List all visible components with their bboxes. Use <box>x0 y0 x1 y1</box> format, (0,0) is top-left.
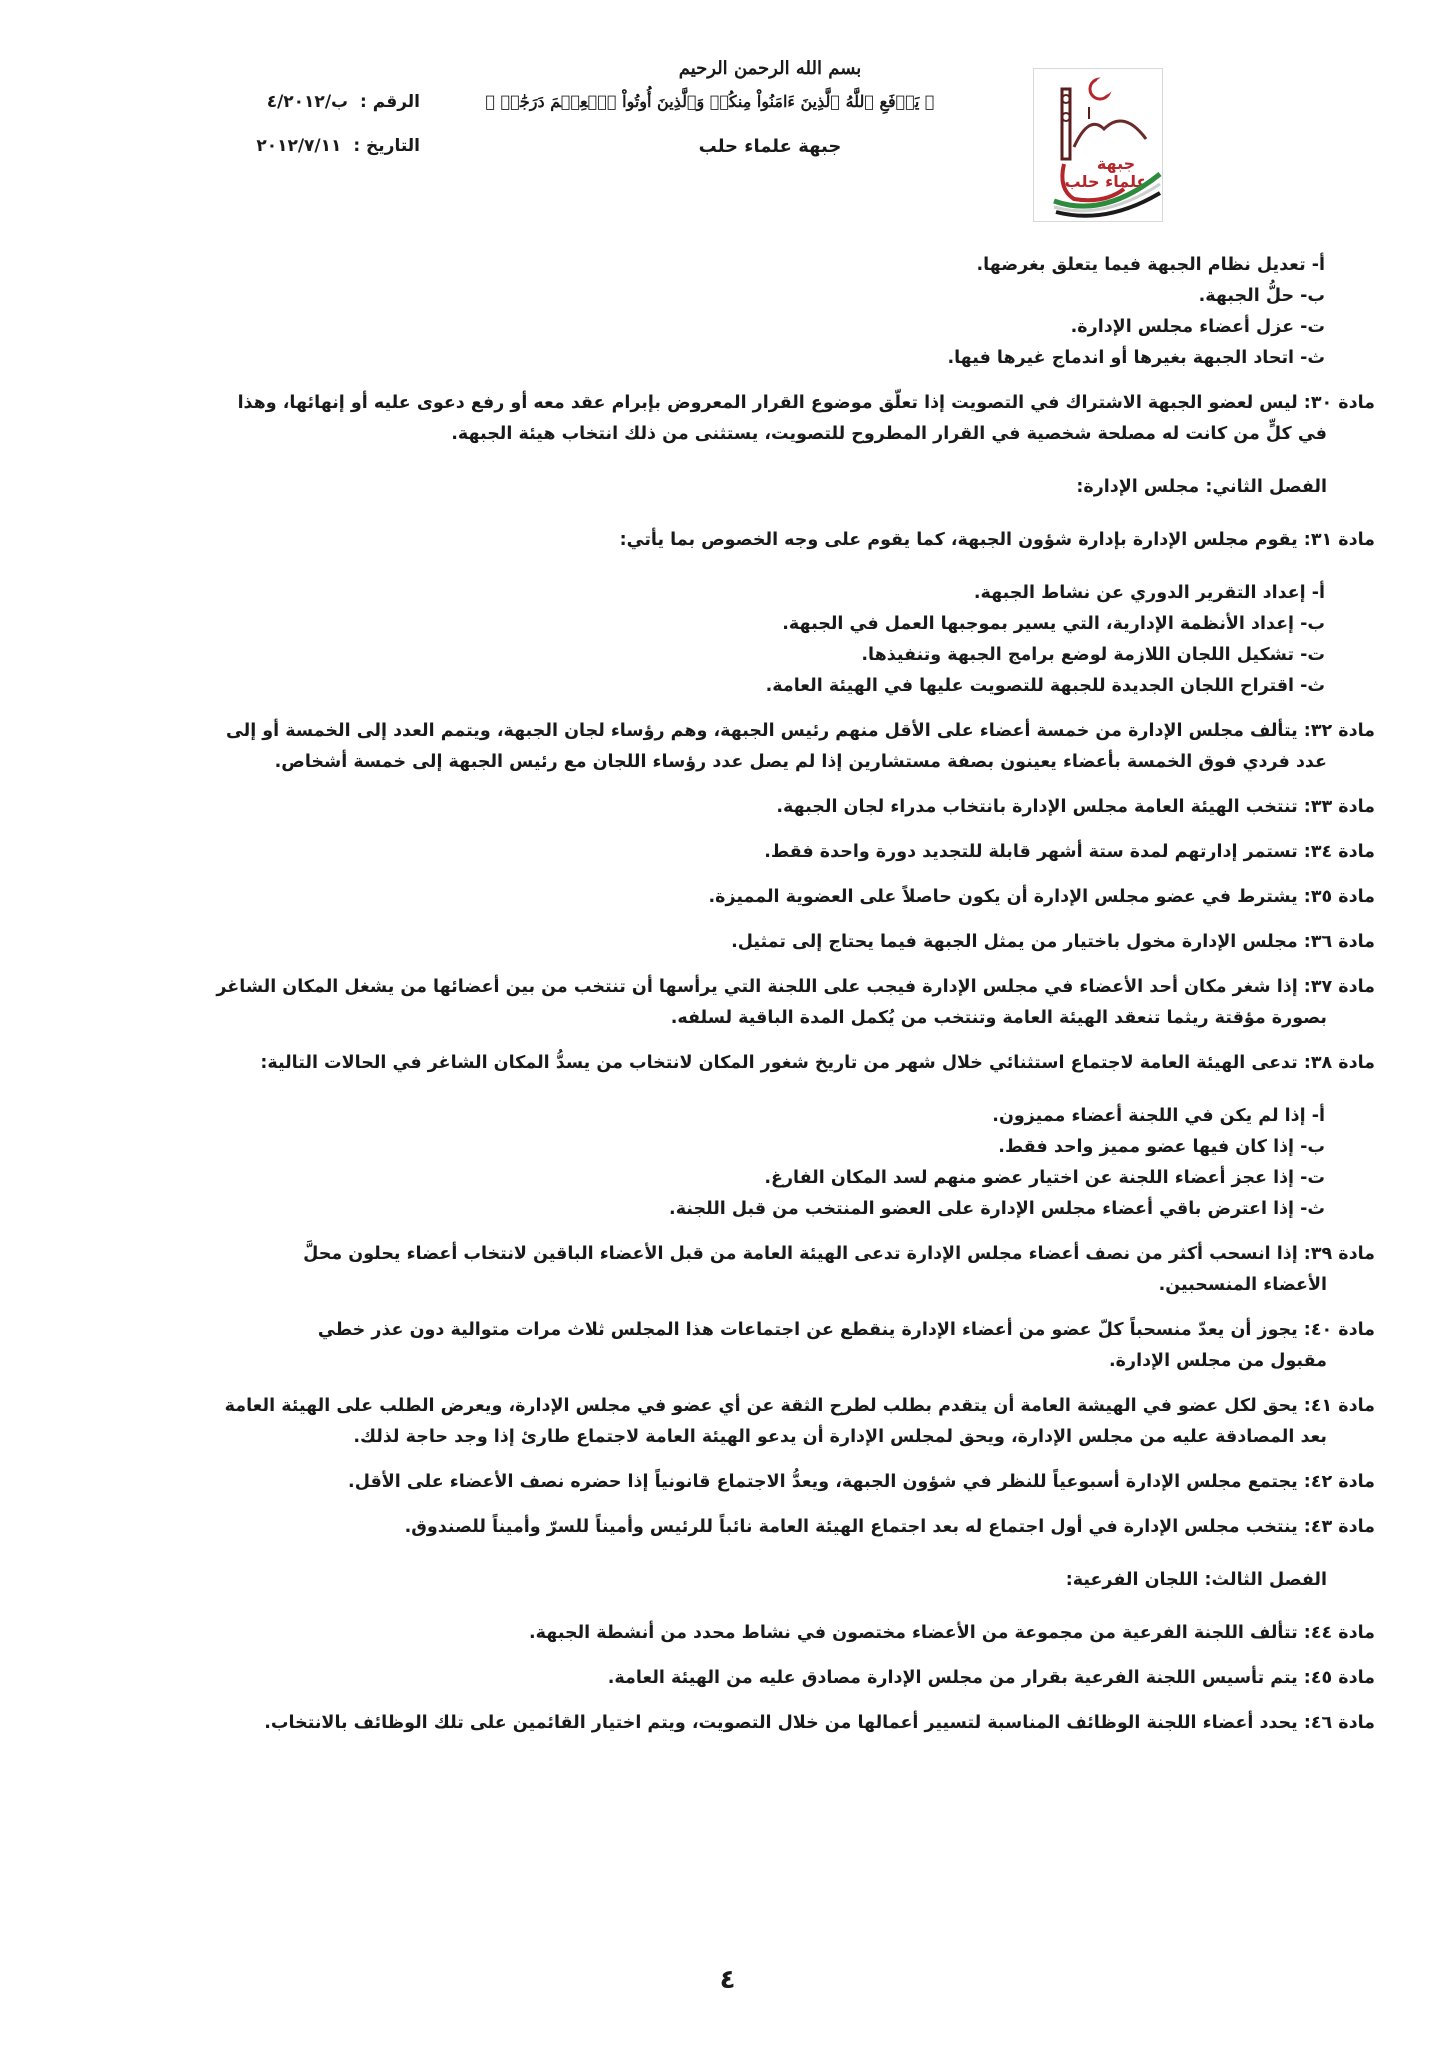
article-30-line-1: مادة ٣٠: ليس لعضو الجبهة الاشتراك في التصويت إذا تعلّق موضوع القرار المعروض بإبرام عقد معه أو رفع دعوى عليه أو إنهائها، وهذا <box>237 393 1375 413</box>
article-36: مادة ٣٦: مجلس الإدارة مخول باختيار من يمثل الجبهة فيما يحتاج إلى تمثيل. <box>731 932 1375 952</box>
list-item: ب- إذا كان فيها عضو مميز واحد فقط. <box>998 1137 1325 1157</box>
article-32 <box>100 716 1375 778</box>
article-40 <box>100 1315 1375 1377</box>
article-31-list <box>100 578 1375 702</box>
article-38-list <box>100 1101 1375 1225</box>
article-39 <box>100 1239 1375 1301</box>
document-date <box>200 136 420 156</box>
svg-text:علماء حلب: علماء حلب <box>1064 172 1148 191</box>
logo-mosque-icon <box>1034 69 1162 221</box>
date-value: ٢٠١٢/٧/١١ <box>256 136 342 156</box>
article-38: مادة ٣٨: تدعى الهيئة العامة لاجتماع استثنائي خلال شهر من تاريخ شغور المكان لانتخاب من يسدُّ المكان الشاغر في الحالات التالية: <box>260 1053 1375 1073</box>
document-body <box>100 250 1375 1739</box>
list-item: ث- إذا اعترض باقي أعضاء مجلس الإدارة على العضو المنتخب من قبل اللجنة. <box>669 1199 1325 1219</box>
reference-value: ب/٤/٢٠١٢ <box>266 92 349 112</box>
date-label: التاريخ : <box>353 136 420 156</box>
reference-number <box>200 92 420 112</box>
intro-list <box>100 250 1375 374</box>
article-46: مادة ٤٦: يحدد أعضاء اللجنة الوظائف المناسبة لتسيير أعمالها من خلال التصويت، ويتم اختيار القائمين على تلك الوظائف بالانتخاب. <box>264 1713 1375 1733</box>
article-45: مادة ٤٥: يتم تأسيس اللجنة الفرعية بقرار من مجلس الإدارة مصادق عليه من الهيئة العامة. <box>607 1668 1375 1688</box>
article-41 <box>100 1391 1375 1453</box>
organization-logo <box>1033 68 1163 222</box>
list-item: ت- عزل أعضاء مجلس الإدارة. <box>1070 317 1325 337</box>
chapter-3-heading: الفصل الثالث: اللجان الفرعية: <box>1065 1570 1327 1590</box>
article-37-line-1: مادة ٣٧: إذا شغر مكان أحد الأعضاء في مجلس الإدارة فيجب على اللجنة التي يرأسها أن تنتخب من بين أعضائها من يشغل المكان الشاغر <box>216 977 1375 997</box>
article-40-line-2: مقبول من مجلس الإدارة. <box>1109 1351 1327 1371</box>
list-item: ت- تشكيل اللجان اللازمة لوضع برامج الجبهة وتنفيذها. <box>861 645 1325 665</box>
article-33: مادة ٣٣: تنتخب الهيئة العامة مجلس الإدارة بانتخاب مدراء لجان الجبهة. <box>776 797 1375 817</box>
article-42: مادة ٤٢: يجتمع مجلس الإدارة أسبوعياً للنظر في شؤون الجبهة، ويعدُّ الاجتماع قانونياً إذا حضره نصف الأعضاء على الأقل. <box>348 1472 1375 1492</box>
article-39-line-1: مادة ٣٩: إذا انسحب أكثر من نصف أعضاء مجلس الإدارة تدعى الهيئة العامة من قبل الأعضاء الباقين لانتخاب أعضاء يحلون محلَّ <box>303 1244 1375 1264</box>
article-31: مادة ٣١: يقوم مجلس الإدارة بإدارة شؤون الجبهة، كما يقوم على وجه الخصوص بما يأتي: <box>619 530 1375 550</box>
article-32-line-2: عدد فردي فوق الخمسة بأعضاء يعينون بصفة مستشارين إذا لم يصل عدد رؤساء اللجان مع رئيس الجبهة إلى خمسة أشخاص. <box>274 752 1327 772</box>
page-number: ٤ <box>719 1965 736 1995</box>
list-item: ب- حلُّ الجبهة. <box>1198 286 1325 306</box>
article-37-line-2: بصورة مؤقتة ريثما تنعقد الهيئة العامة وتنتخب من يُكمل المدة الباقية لسلفه. <box>670 1008 1327 1028</box>
article-32-line-1: مادة ٣٢: يتألف مجلس الإدارة من خمسة أعضاء على الأقل منهم رئيس الجبهة، وهم رؤساء لجان الجبهة، ويتمم العدد إلى الخمسة أو إلى <box>225 721 1375 741</box>
article-41-line-2: بعد المصادقة عليه من مجلس الإدارة، ويحق لمجلس الإدارة أن يدعو الهيئة العامة لاجتماع طارئ إذا وجد حاجة لذلك. <box>353 1427 1327 1447</box>
list-item: أ- تعديل نظام الجبهة فيما يتعلق بغرضها. <box>976 255 1325 275</box>
article-41-line-1: مادة ٤١: يحق لكل عضو في الهيشة العامة أن يتقدم بطلب لطرح الثقة عن أي عضو في مجلس الإدارة، ويعرض الطلب على الهيئة العامة <box>224 1396 1375 1416</box>
list-item: ب- إعداد الأنظمة الإدارية، التي يسير بموجبها العمل في الجبهة. <box>782 614 1325 634</box>
article-30 <box>100 388 1375 450</box>
article-35: مادة ٣٥: يشترط في عضو مجلس الإدارة أن يكون حاصلاً على العضوية المميزة. <box>708 887 1375 907</box>
article-34: مادة ٣٤: تستمر إدارتهم لمدة ستة أشهر قابلة للتجديد دورة واحدة فقط. <box>764 842 1375 862</box>
article-39-line-2: الأعضاء المنسحبين. <box>1158 1275 1327 1295</box>
chapter-2-heading: الفصل الثاني: مجلس الإدارة: <box>1076 477 1327 497</box>
article-44: مادة ٤٤: تتألف اللجنة الفرعية من مجموعة من الأعضاء مختصون في نشاط محدد من أنشطة الجبهة. <box>529 1623 1375 1643</box>
organization-name: جبهة علماء حلب <box>698 136 842 157</box>
basmala: بسم الله الرحمن الرحيم <box>678 58 862 79</box>
article-37 <box>100 972 1375 1034</box>
reference-label: الرقم : <box>360 92 420 112</box>
list-item: ت- إذا عجز أعضاء اللجنة عن اختيار عضو منهم لسد المكان الفارغ. <box>764 1168 1325 1188</box>
article-43: مادة ٤٣: ينتخب مجلس الإدارة في أول اجتماع له بعد اجتماع الهيئة العامة نائباً للرئيس وأميناً للسرّ وأميناً للصندوق. <box>404 1517 1375 1537</box>
list-item: أ- إعداد التقرير الدوري عن نشاط الجبهة. <box>973 583 1325 603</box>
list-item: ث- اتحاد الجبهة بغيرها أو اندماج غيرها فيها. <box>947 348 1325 368</box>
article-30-line-2: في كلٍّ من كانت له مصلحة شخصية في القرار المطروح للتصويت، يستثنى من ذلك انتخاب هيئة الجبهة. <box>451 424 1327 444</box>
logo-text: جبهة <box>1096 154 1136 173</box>
article-40-line-1: مادة ٤٠: يجوز أن يعدّ منسحباً كلّ عضو من أعضاء الإدارة ينقطع عن اجتماعات هذا المجلس ثلاث مرات متوالية دون عذر خطي <box>317 1320 1375 1340</box>
quran-verse: ﴿ يَرۡفَعِ ٱللَّهُ ٱلَّذِينَ ءَامَنُواْ مِنكُمۡ وَٱلَّذِينَ أُوتُواْ ٱلۡعِلۡمَ دَرَجَٰتٖ ﴾ <box>485 92 935 111</box>
list-item: أ- إذا لم يكن في اللجنة أعضاء مميزون. <box>992 1106 1325 1126</box>
list-item: ث- اقتراح اللجان الجديدة للجبهة للتصويت عليها في الهيئة العامة. <box>765 676 1325 696</box>
